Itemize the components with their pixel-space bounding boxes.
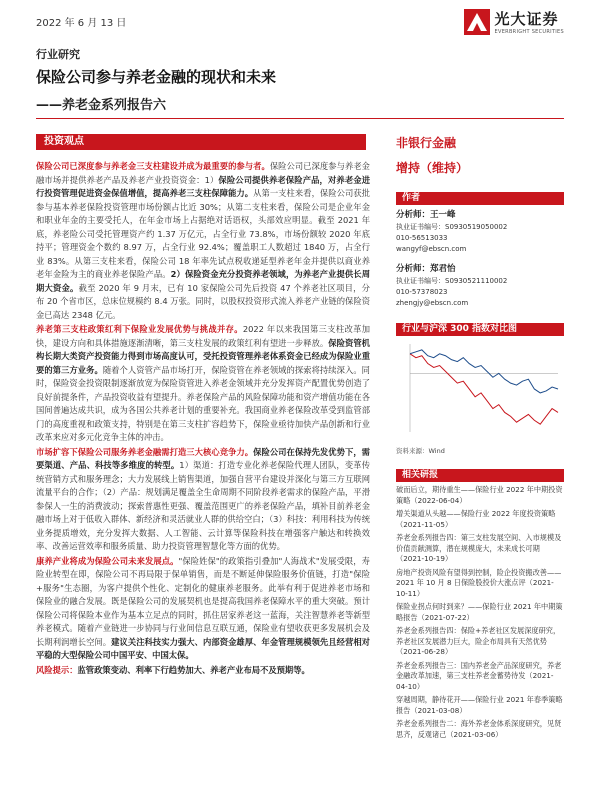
industry-label: 行业研究 [36,48,80,61]
section-header-views: 投资观点 [36,134,366,150]
paragraph-1 [36,160,370,322]
related-report-item[interactable]: 养老金系列报告二：海外养老金体系深度研究，见贤思齐，反观诸己（2021-03-06） [396,719,562,739]
para1-text3: 截至 2020 年 9 月末，已有 10 家保险公司先后投资 47 个养老社区项目，分布 20 个省市区，总床位规模约 8.4 万张。同时，以股权投资形式流入养老产业链的保险资金已高达 2348 亿元。 [36,282,370,320]
author-name: 分析师：王一峰 [396,210,456,220]
everbright-logo-icon [464,9,490,35]
report-subtitle: ——养老金系列报告六 [36,98,167,113]
related-report-item[interactable]: 房地产投资风险有望得到控制，险企投资搬改善——2021 年 10 月 8 日保险股投价大涨点评（2021-10-11） [396,567,562,598]
related-report-item[interactable]: 增关渠道从头越——保险行业 2022 年度投资策略（2021-11-05） [396,509,556,529]
para2-lead: 养老第三支柱政策红利下保险业发展优势与挑战并存。 [36,324,243,334]
para3-text1: 1）渠道：打造专业化养老保险代理人团队，变革传统营销方式和服务理念；大力发展线上销售渠道，加强自营平台建设并深化与第三方互联网流量平台的合作；（2）产品：规划满足覆盖全生命周期不同阶段养老需求的保险产品，平滑参保人一生的消费波动；探索普惠性更强、覆盖范围更广的养老保险产品，填补目前养老金融市场上对于低收入群体、新经济和灵活就业人群的供给空白；（3）科技：利用科技为传统业务提质增效，充分发挥大数据、人工智能、云计算等保险科技在增强客户触达和转换效率、改善运营效率和服务质量、助力投资管理智慧化等方面的优势。 [36,460,370,551]
paragraph-3 [36,446,370,554]
para3-bold1: 保险公司在保持先发优势下，需要渠道、产品、科技等多维度的转型。 [36,446,370,470]
risk-paragraph [36,664,370,678]
author-phone: 010-57378023 [396,288,448,296]
para1-lead: 保险公司已深度参与养老金三支柱建设并成为最重要的参与者。 [36,161,270,171]
para1-text2: 从第一支柱来看，保险公司获批参与基本养老保险投资管理市场份额占比近 30%；从第二支柱来看，保险公司是企业年金和职业年金的主要受托人，在年金市场上占据绝对话语权，头部效应明显。截至 2021 年底，养老险公司受托管理资产约 1.37 万亿元，占全行业 73.8%，市场份额较 2020 年底持平；管理资金个数约 8.97 万，占全行业 92.4%；覆盖职工人数超过 1840 万，占全行业 83%。从第三支柱来看，保险公司 18 年率先试点税收递延型养老年金并提供以商业养老年金险为主的商业养老保险产品。 [36,188,370,279]
related-header: 相关研报 [396,469,564,482]
rating: 增持（维持） [396,161,469,175]
related-report-item[interactable]: 保险业拐点何时到来？——保险行业 2021 年中期策略报告（2021-07-22） [396,602,563,622]
para1-bold1: 保险公司提供养老保险产品，对养老金进行投资管理促进资金保值增值，提高养老三支柱保障能力。 [36,174,370,198]
report-title: 保险公司参与养老金融的现状和未来 [36,68,277,86]
main-content [36,160,370,678]
para4-text1: "保险姓保"的政策指引叠加"人海战术"发展受限，寿险业转型在即，保险公司不再局限于保单销售，而是不断延伸保险服务价值链，打造"保险+服务"生态圈，为客户提供个性化、定制化的健康养老服务。此举有利于促进养老市场和保险业的融合发展。既是保险公司的发展契机也是提高我国养老保障水平的重大突破。预计保险公司将保险本业作为基本立足点的同时，抓住居家养老这一蓝海，关注智慧养老等新型养老模式。随着产业链进一步协同与行业间信息互联互通，保险业有望收获更多发展机会及长期利润增长空间。 [36,555,370,647]
sector-name: 非银行金融 [396,136,457,150]
para2-bold1: 保险资管机构长期大类资产投资能力得到市场高度认可，受托投资管理养老体系资金已经成为保险业重要的第三方业务。 [36,337,370,375]
related-report-item[interactable]: 破而后立，期待重生——保险行业 2022 年中期投资策略（2022-06-04） [396,485,563,505]
series-line-非银行金融 [410,354,558,424]
report-date: 2022 年 6 月 13 日 [36,18,127,29]
author-cert: 执业证书编号：S0930519050002 [396,223,508,231]
related-report-item[interactable]: 养老金系列报告三：国内养老金产品深度研究，养老金融改革加速，第三支柱养老金蓄势待发（2021-04-10） [396,660,562,691]
para1-bold2: 2）保险资金充分投资养老领域，为养老产业提供长周期大资金。 [36,269,370,293]
series-line-沪深300 [410,350,558,393]
para2-text1: 2022 年以来我国第三支柱改革加快，建设方向和具体措施逐渐清晰，第三支柱发展的政策红利有望进一步释放。 [36,324,370,348]
paragraph-2 [36,323,370,445]
author-1 [396,209,564,255]
chart-header: 行业与沪深 300 指数对比图 [396,323,564,336]
author-name: 分析师：郑君怡 [396,264,456,274]
author-2 [396,263,564,309]
related-reports-list [396,485,564,740]
author-phone: 010-56513033 [396,234,448,242]
header-divider [36,118,564,119]
authors-section [396,192,564,309]
risk-text: 监管政策变动、利率下行趋势加大、养老产业布局不及预期等。 [77,664,310,675]
related-report-item[interactable]: 养老金系列报告四：保险+养老社区发展深度研究，养老社区发展潜力巨大，险企布局具有天然优势（2021-06-28） [396,626,561,656]
index-comparison-chart [396,338,564,446]
logo-cn: 光大证券 [494,10,559,28]
para2-text2: 随着个人资管产品市场打开，保险资管在养老领域的探索将持续深入。同时，保险资金投资限制逐渐放宽为保险资管进入养老金领域并充分发挥资产配置优势创造了良好前提条件，产品投资收益有望提升。养老保险产品的风险保障功能和资产增值功能在各国间普遍达成共识，成为各国公共养老计划的重要补充。我国商业养老保险改革受到监管部门的高度重视和政策支持，特别是在第三支柱扩容趋势下，保险业亟待加快产品创新和行业改革来应对多元化竞争主体的冲击。 [36,364,370,442]
sidebar [396,124,564,740]
logo [464,8,564,35]
author-email[interactable]: zhengjy@ebscn.com [396,299,469,307]
author-email[interactable]: wangyf@ebscn.com [396,245,467,253]
para1-text1: 保险公司已深度参与养老金融市场并提供养老产品及养老产业投资资金：1） [36,161,370,185]
related-report-item[interactable]: 穿越周期，静待花开——保险行业 2021 年春季策略报告（2021-03-08） [396,695,563,715]
chart-source: 资料来源：Wind [396,447,445,455]
authors-header: 作者 [396,192,564,205]
risk-lead: 风险提示： [36,664,78,675]
para3-lead: 市场扩容下保险公司服务养老金融需打造三大核心竞争力。 [36,446,254,457]
chart-svg [396,338,564,446]
author-cert: 执业证书编号：S0930521110002 [396,277,508,285]
logo-en: EVERBRIGHT SECURITIES [494,29,564,35]
para4-bold1: 建议关注科技实力强大、内部资金雄厚、年金管理规模领先且经营相对平稳的大型保险公司中国平安、中国太保。 [36,636,370,660]
para4-lead: 康养产业将成为保险公司未来发展点。 [36,555,179,566]
related-report-item[interactable]: 养老金系列报告四：第三支柱发展空间、入市规模及价值贡献测算，潜在规模庞大，未来成长可期（2021-10-19） [396,533,562,563]
paragraph-4 [36,555,370,663]
